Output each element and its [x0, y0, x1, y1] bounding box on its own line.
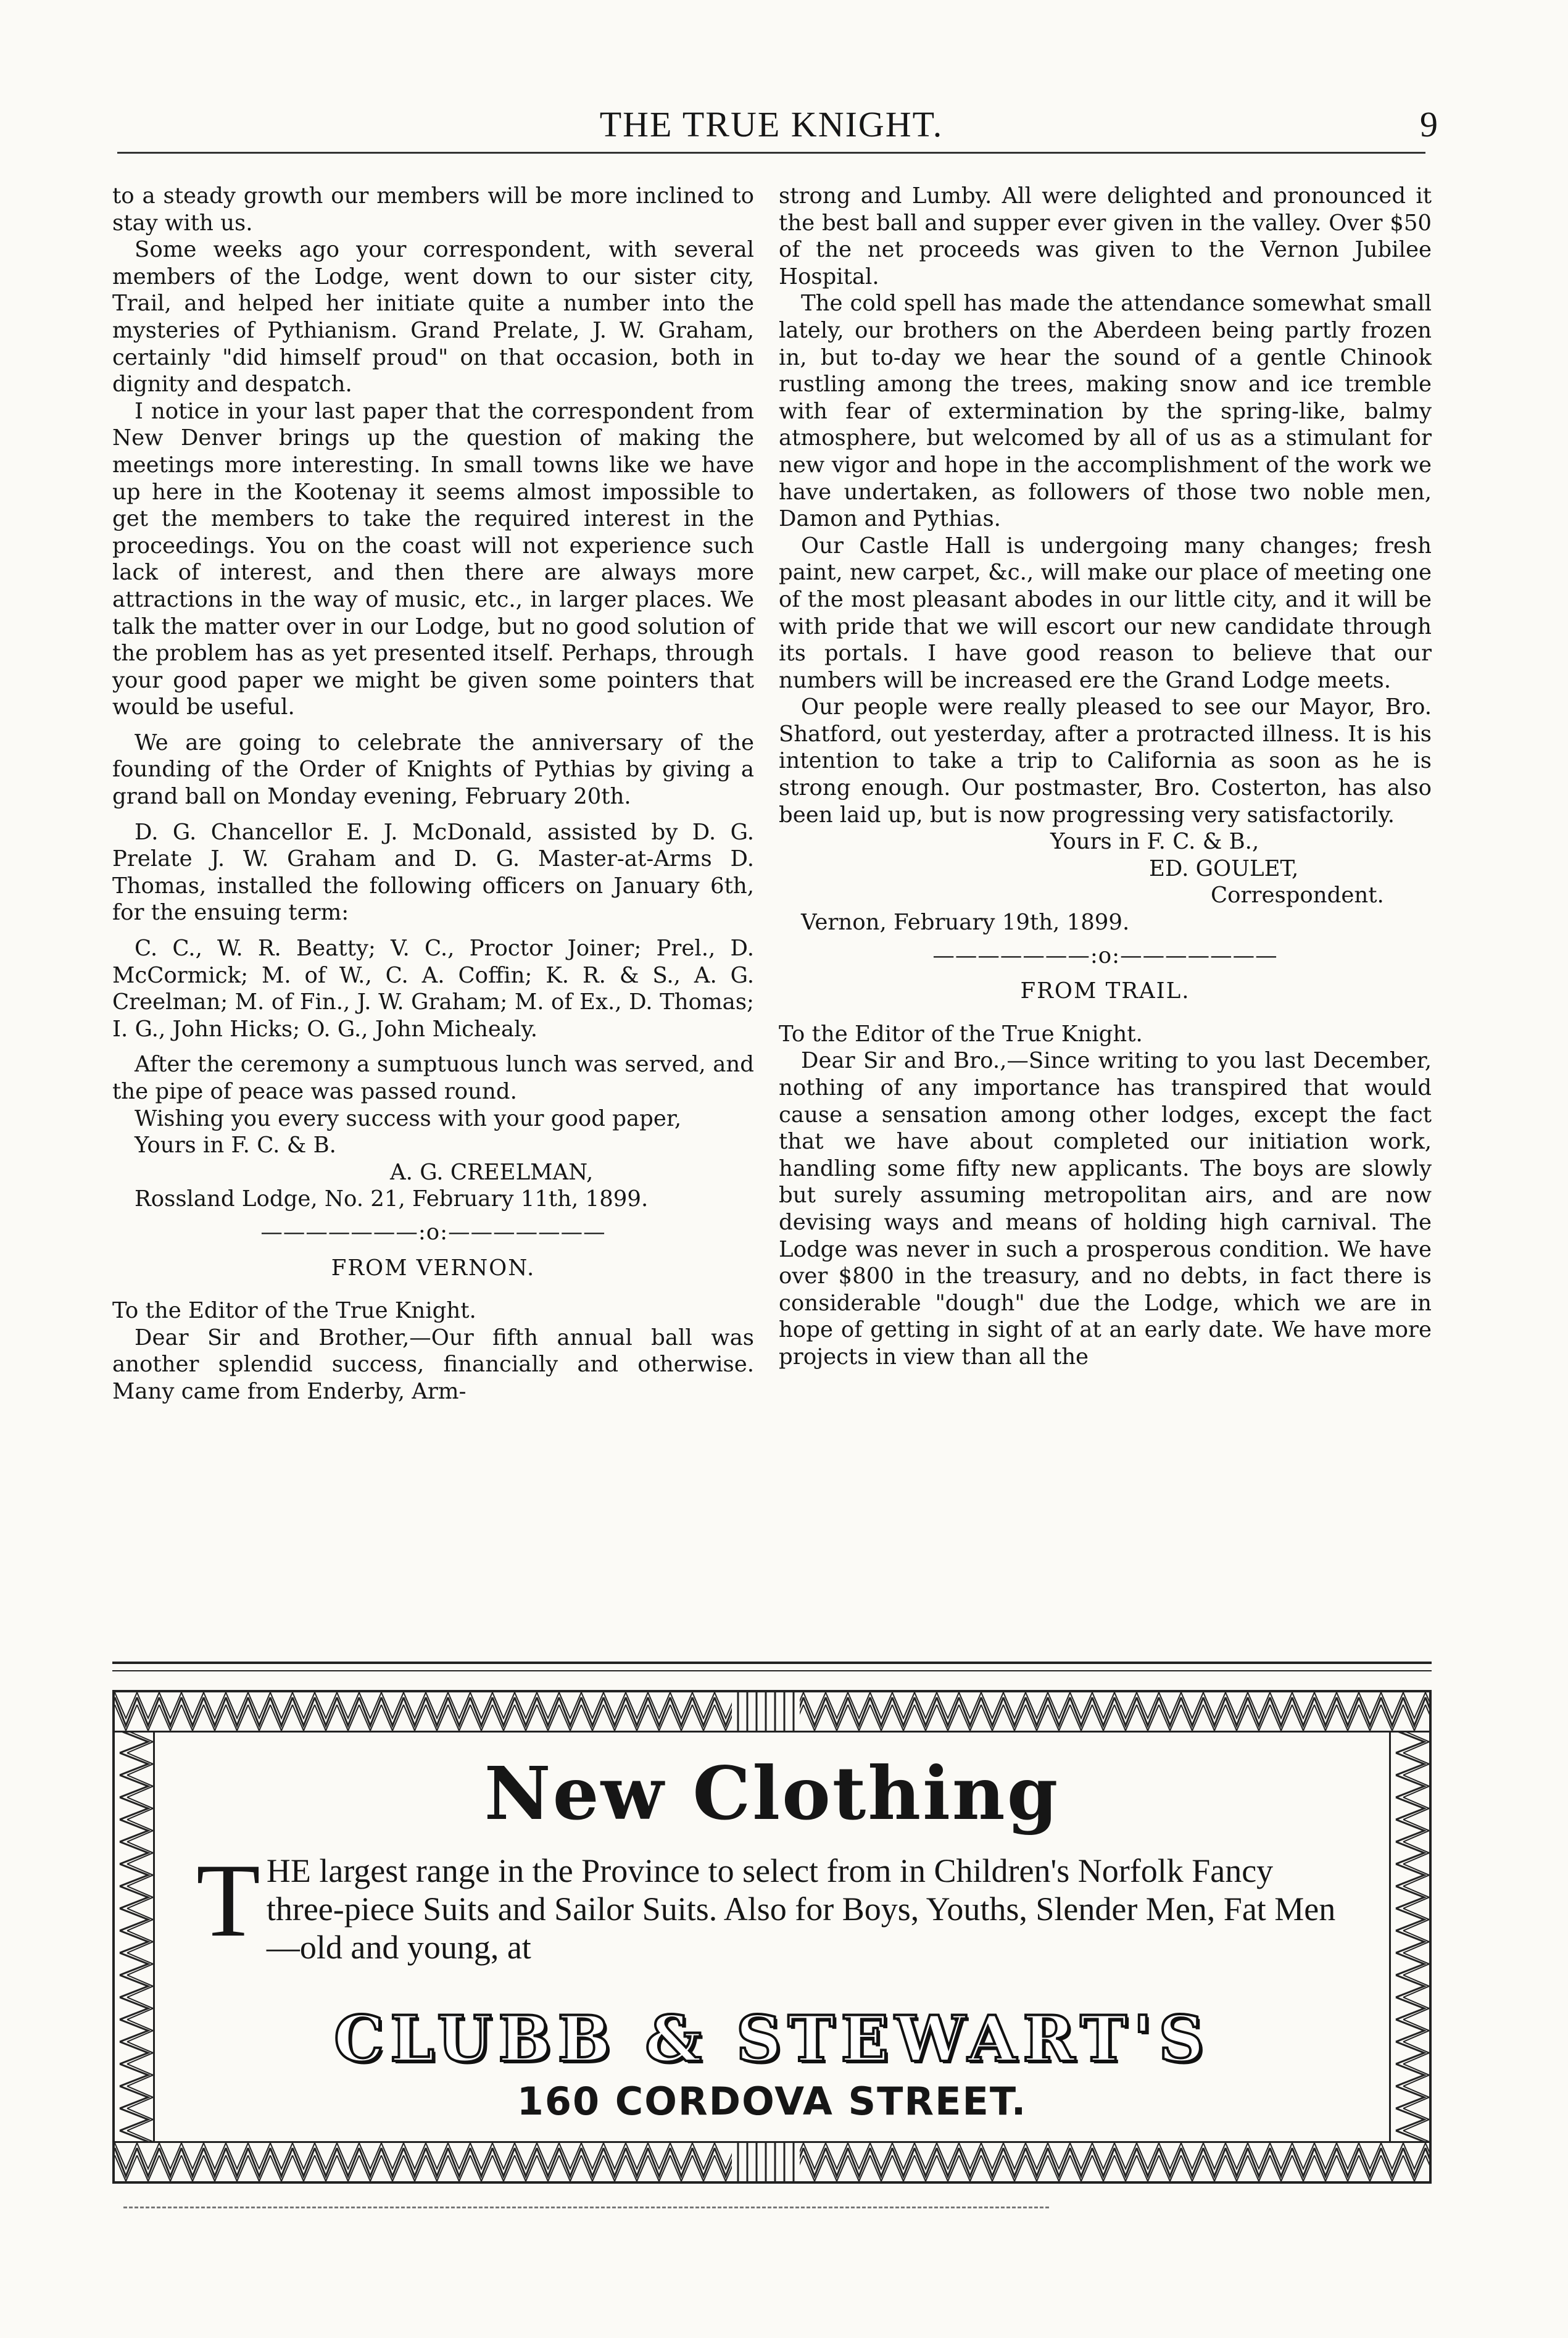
store-address: 160 CORDOVA STREET.	[516, 2079, 1027, 2124]
paragraph: To the Editor of the True Knight.	[779, 1021, 1143, 1047]
header-rule	[117, 152, 1425, 154]
section-separator: ———————:o:———————	[260, 1219, 606, 1245]
paragraph: I notice in your last paper that the correspondent from New Denver brings up the question of making the meetings more interesting. In small towns like we have up here in the Kootenay it seems almost impossible to get the members to take the required interest in the proceedings. You on the coast will not experience such lack of interest, and then there are always more attractions in the way of music, etc., in larger places. We talk the matter over in our Lodge, but no good solution of the problem has as yet presented itself. Perhaps, through your good paper we might be given some pointers that would be useful.	[112, 398, 754, 720]
advertisement-top-rule	[112, 1662, 1432, 1671]
paragraph: Wishing you every success with your good paper,	[135, 1105, 682, 1131]
paragraph: We are going to celebrate the anniversary of the founding of the Order of Knights of Pythias by giving a grand ball on Monday evening, February 20th.	[112, 730, 754, 810]
paragraph: C. C., W. R. Beatty; V. C., Proctor Joiner; Prel., D. McCormick; M. of W., C. A. Coffin; K. R. & S., A. G. Creelman; M. of Fin., J. W. Graham; M. of Ex., D. Thomas; I. G., John Hicks; O. G., John Michealy.	[112, 936, 754, 1042]
paragraph: Our Castle Hall is undergoing many changes; fresh paint, new carpet, &c., will make our place of meeting one of the most pleasant abodes in our little city, and it will be with pride that we will escort our new candidate through its portals. I have good reason to believe that our numbers will be increased ere the Grand Lodge meets.	[779, 533, 1432, 693]
advertisement-title: New Clothing	[484, 1750, 1060, 1836]
section-heading: FROM TRAIL.	[1020, 978, 1190, 1004]
advertisement-body	[196, 1842, 1354, 1966]
paragraph: After the ceremony a sumptuous lunch was served, and the pipe of peace was passed round.	[112, 1052, 754, 1104]
paragraph: The cold spell has made the attendance somewhat small lately, our brothers on the Aberdeen being partly frozen in, but to-day we hear the sound of a gentle Chinook rustling among the trees, making snow and ice tremble with fear of extermination by the spring-like, balmy atmosphere, but welcomed by all of us as a stimulant for new vigor and hope in the accomplishment of the work we have undertaken, as followers of those two noble men, Damon and Pythias.	[779, 291, 1432, 532]
running-title: THE TRUE KNIGHT.	[599, 104, 944, 144]
left-column	[112, 183, 754, 1405]
zigzag-ornament-right	[1391, 1731, 1429, 2143]
ornamental-border-bottom	[115, 2141, 1429, 2181]
bottom-rule	[123, 2207, 1049, 2212]
paragraph: To the Editor of the True Knight.	[112, 1298, 476, 1324]
page-number: 9	[1420, 104, 1438, 144]
paragraph: D. G. Chancellor E. J. McDonald, assisted by D. G. Prelate J. W. Graham and D. G. Master-at-Arms D. Thomas, installed the following officers on January 6th, for the ensuing term:	[112, 819, 754, 926]
paragraph: Some weeks ago your correspondent, with several members of the Lodge, went down to our sister city, Trail, and helped her initiate quite a number into the mysteries of Pythianism. Grand Prelate, J. W. Graham, certainly "did himself proud" on that occasion, both in dignity and despatch.	[112, 237, 754, 397]
ornamental-border-top	[115, 1692, 1429, 1733]
section-separator: ———————:o:———————	[932, 942, 1278, 968]
paragraph: Our people were really pleased to see our Mayor, Bro. Shatford, out yesterday, after a protracted illness. It is his intention to take a trip to California as soon as he is strong enough. Our postmaster, Bro. Costerton, has also been laid up, but is now progressing very satisfactorily.	[779, 694, 1432, 828]
zigzag-ornament-left	[115, 1731, 153, 2143]
paragraph: to a steady growth our members will be more inclined to stay with us.	[112, 183, 754, 236]
drop-cap: T	[196, 1842, 260, 1958]
dateline: Vernon, February 19th, 1899.	[801, 910, 1130, 936]
store-name: CLUBB & STEWART'S	[333, 2002, 1211, 2076]
signature-line: A. G. CREELMAN,	[390, 1159, 594, 1185]
paragraph: Dear Sir and Bro.,—Since writing to you last December, nothing of any importance has transpired that would cause a sensation among other lodges, except the fact that we have about completed our initiation work, handling some fifty new applicants. The boys are slowly but surely assuming metropolitan airs, and are now devising ways and means of holding high carnival. The Lodge was never in such a prosperous condition. We have over $800 in the treasury, and no debts, in fact there is considerable "dough" due the Lodge, which we are in hope of getting in sight of at an early date. We have more projects in view than all the	[779, 1048, 1432, 1370]
advertisement-body-text: HE largest range in the Province to select from in Children's Norfolk Fancy three-piece Suits and Sailor Suits. Also for Boys, Youths, Slender Men, Fat Men—old and young, at	[266, 1852, 1336, 1966]
ornamental-border-right	[1389, 1731, 1429, 2143]
zigzag-ornament-top	[115, 1692, 1429, 1731]
advertisement	[112, 1690, 1432, 2184]
page-header	[117, 104, 1438, 159]
zigzag-ornament-bottom	[115, 2143, 1429, 2181]
ornamental-border-left	[115, 1731, 155, 2143]
signature-line: Yours in F. C. & B.,	[1050, 829, 1259, 855]
section-heading: FROM VERNON.	[331, 1255, 536, 1281]
signature-line: Correspondent.	[1211, 883, 1384, 909]
signature-line: Yours in F. C. & B.	[135, 1133, 336, 1159]
right-column	[779, 183, 1432, 1371]
paragraph: strong and Lumby. All were delighted and pronounced it the best ball and supper ever given in the valley. Over $50 of the net proceeds was given to the Vernon Jubilee Hospital.	[779, 183, 1432, 289]
dateline: Rossland Lodge, No. 21, February 11th, 1899.	[135, 1186, 649, 1212]
paragraph: Dear Sir and Brother,—Our fifth annual ball was another splendid success, financially and otherwise. Many came from Enderby, Arm-	[112, 1325, 754, 1404]
signature-line: ED. GOULET,	[1149, 855, 1299, 881]
advertisement-content	[153, 1731, 1391, 2143]
